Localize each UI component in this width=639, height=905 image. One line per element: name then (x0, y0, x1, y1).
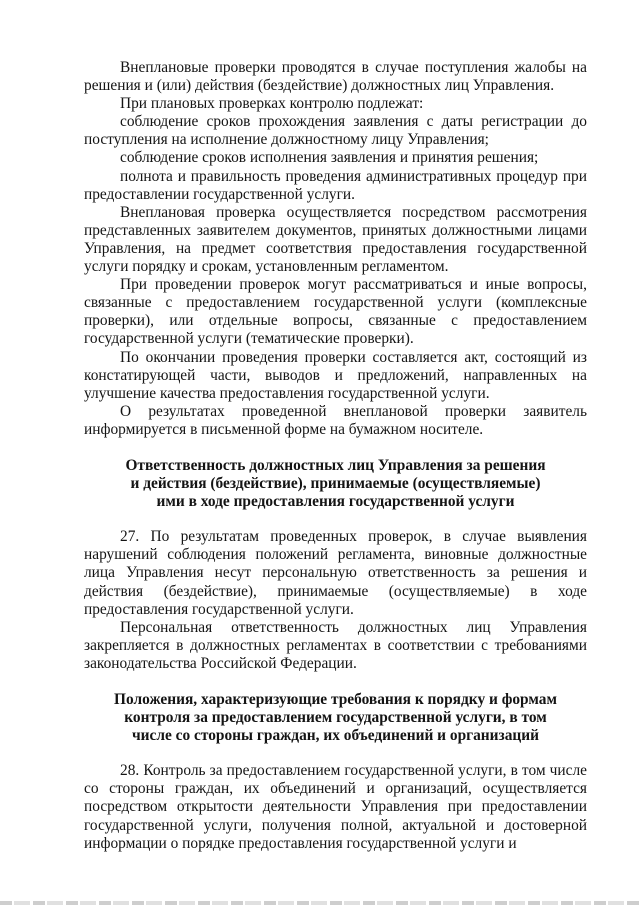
paragraph: По окончании проведения проверки составляется акт, состоящий из констатирующей части, выводов и предложений, направленных на улучшение качества предоставления государственной услуги. (84, 348, 587, 402)
spacer (84, 673, 587, 691)
paragraph: соблюдение сроков исполнения заявления и принятия решения; (120, 149, 539, 167)
paragraph: полнота и правильность проведения административных процедур при предоставлении государственной услуги. (84, 167, 587, 203)
heading-line: контроля за предоставлением государственной услуги, в том (124, 709, 547, 727)
spacer (84, 745, 587, 762)
paragraph: 28. Контроль за предоставлением государственной услуги, в том числе со стороны граждан, их объединений и организаций, осуществляется посредством открытости деятельности Управления при предоставлении государственной услуги, получения полной, актуальной и достоверной информации о порядке предоставления государственной услуги и (84, 762, 587, 852)
heading-line: и действия (бездействие), принимаемые (осуществляемые) (130, 475, 541, 493)
paragraph: Внеплановые проверки проводятся в случае поступления жалобы на решения и (или) действия (бездействие) должностных лиц Управления. (84, 59, 587, 95)
paragraph: соблюдение сроков прохождения заявления с даты регистрации до поступления на исполнение должностному лицу Управления; (84, 113, 587, 149)
spacer (84, 439, 587, 457)
section-heading-control-requirements (84, 691, 587, 745)
paragraph: Персональная ответственность должностных лиц Управления закрепляется в должностных регламентах в соответствии с требованиями законодательства Российской Федерации. (84, 618, 587, 672)
section-heading-responsibility (84, 457, 587, 511)
paragraph: О результатах проведенной внеплановой проверки заявитель информируется в письменной форме на бумажном носителе. (84, 402, 587, 438)
scan-edge-artifact (0, 901, 639, 905)
paragraph: При плановых проверках контролю подлежат: (120, 95, 424, 113)
heading-line: Ответственность должностных лиц Управления за решения (125, 456, 546, 474)
document-page (84, 59, 587, 853)
paragraph: Внеплановая проверка осуществляется посредством рассмотрения представленных заявителем документов, принятых должностными лицами Управления, на предмет соответствия предоставления государственной услуги порядку и срокам, установленным регламентом. (84, 203, 587, 276)
paragraph: 27. По результатам проведенных проверок, в случае выявления нарушений соблюдения положений регламента, виновные должностные лица Управления несут персональную ответственность за решения и действия (бездействие), принимаемые (осуществляемые) в ходе предоставления государственной услуги. (84, 528, 587, 618)
spacer (84, 511, 587, 528)
paragraph: При проведении проверок могут рассматриваться и иные вопросы, связанные с предоставлением государственной услуги (комплексные проверки), или отдельные вопросы, связанные с предоставлением государственной услуги (тематические проверки). (84, 276, 587, 348)
heading-line: ими в ходе предоставления государственной услуги (156, 493, 515, 511)
heading-line: Положения, характеризующие требования к порядку и формам (114, 691, 557, 708)
heading-line: числе со стороны граждан, их объединений и организаций (131, 727, 540, 745)
